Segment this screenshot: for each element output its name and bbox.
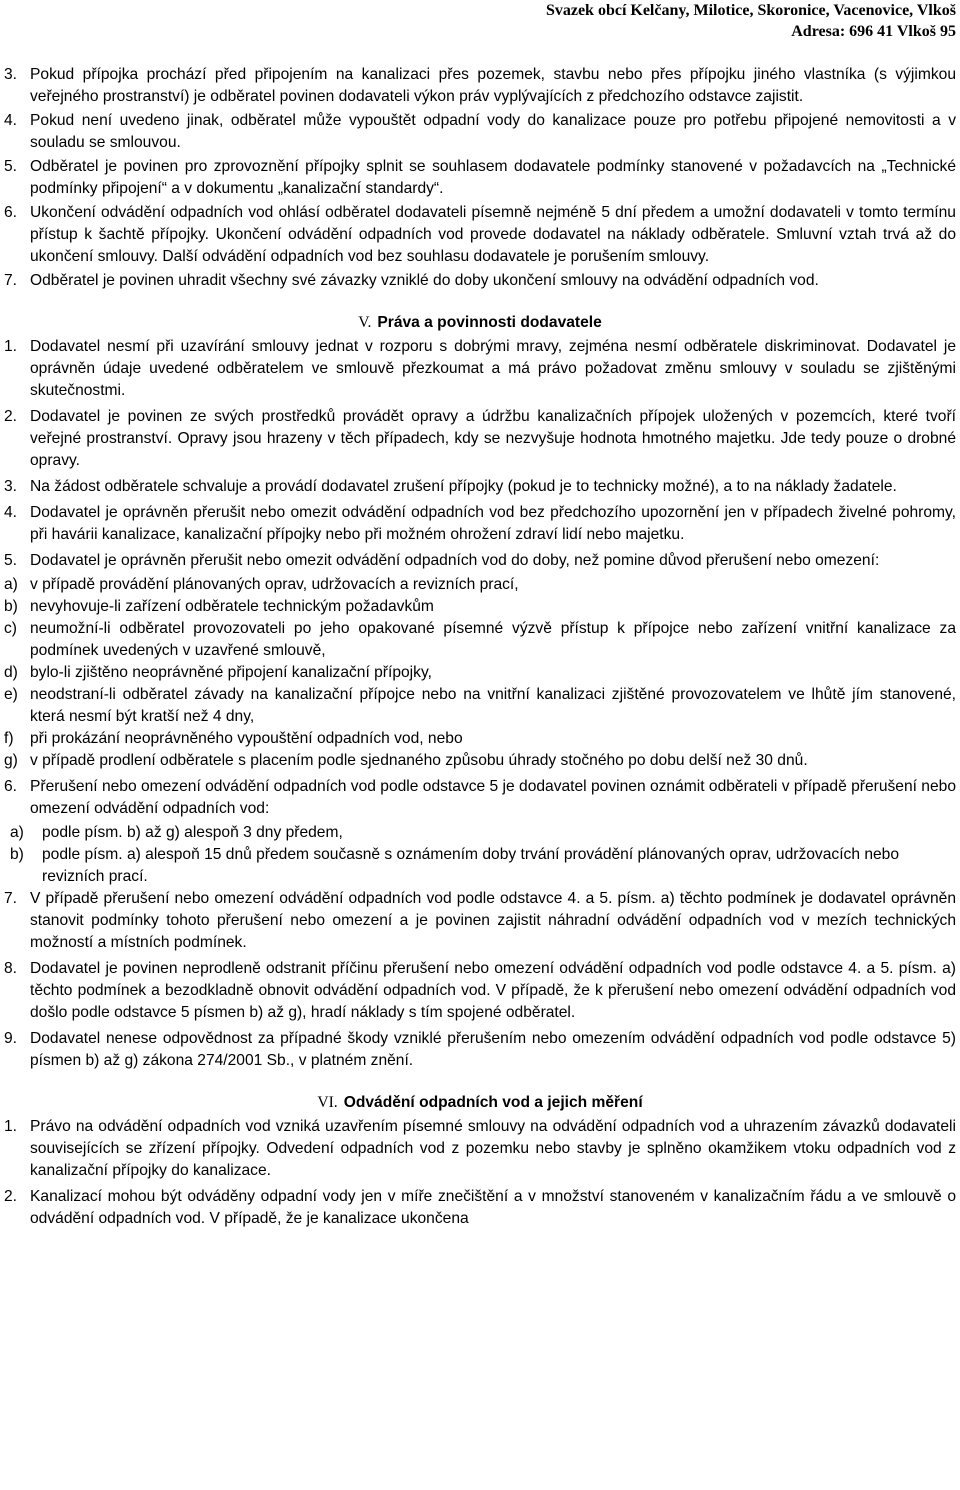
list-item-letter: c) (4, 620, 17, 637)
paragraph-number: 1. (4, 1118, 18, 1135)
list-item (4, 618, 956, 662)
list-item (4, 596, 956, 618)
list-item (4, 844, 956, 888)
list-item (4, 750, 956, 772)
paragraph-text: Na žádost odběratele schvaluje a provádí dodavatel zrušení přípojky (pokud je to technicky možné), a to na náklady žadatele. (30, 478, 897, 495)
list-item (4, 684, 956, 728)
paragraph (4, 776, 956, 820)
paragraph-text: Přerušení nebo omezení odvádění odpadních vod podle odstavce 5 je dodavatel povinen oznámit odběrateli v případě přerušení nebo omezení odvádění odpadních vod: (30, 778, 956, 817)
paragraph-text: Odběratel je povinen uhradit všechny své závazky vzniklé do doby ukončení smlouvy na odvádění odpadních vod. (30, 272, 819, 289)
document-body (4, 64, 956, 1232)
list-item-text: podle písm. a) alespoň 15 dnů předem současně s oznámením doby trvání provádění plánovaných oprav, udržovacích nebo revizních prací. (42, 846, 900, 885)
paragraph-text: Dodavatel nenese odpovědnost za případné škody vzniklé přerušením nebo omezením odvádění odpadních vod podle odstavce 5) písmen b) až g) zákona 274/2001 Sb., v platném znění. (30, 1030, 956, 1069)
list-item-text: neodstraní-li odběratel závady na kanalizační přípojce nebo na vnitřní kanalizaci zjištěné provozovatelem ve lhůtě jím stanovené, která nesmí být kratší než 4 dny, (30, 686, 956, 725)
list-item-text: podle písm. b) až g) alespoň 3 dny předem, (42, 824, 343, 841)
paragraph-text: Dodavatel je oprávněn přerušit nebo omezit odvádění odpadních vod do doby, než pomine důvod přerušení nebo omezení: (30, 552, 880, 569)
paragraph-text: Ukončení odvádění odpadních vod ohlásí odběratel dodavateli písemně nejméně 5 dní předem a umožní dodavateli v tomto termínu přístup k šachtě přípojky. Ukončení odvádění odpadních vod provede dodavatel na náklady odběratele. Smluvní vztah trvá až do ukončení smlouvy. Další odvádění odpadních vod bez souhlasu dodavatele je porušením smlouvy. (30, 204, 956, 265)
list-item-text: v případě provádění plánovaných oprav, udržovacích a revizních prací, (30, 576, 519, 593)
paragraph (4, 888, 956, 954)
paragraph-text: Právo na odvádění odpadních vod vzniká uzavřením písemné smlouvy na odvádění odpadních vod a uhrazením závazků dodavateli souvisejících se zřízení přípojky. Odvedení odpadních vod z pozemku nebo stavby je splněno okamžikem vtoku odpadních vod z kanalizační přípojky do kanalizace. (30, 1118, 956, 1179)
paragraph-number: 3. (4, 66, 18, 83)
section-title: Práva a povinnosti dodavatele (377, 314, 602, 331)
list-item-text: při prokázání neoprávněného vypouštění odpadních vod, nebo (30, 730, 463, 747)
paragraph (4, 1186, 956, 1230)
paragraph-number: 4. (4, 112, 18, 129)
paragraph-text: Pokud přípojka prochází před připojením na kanalizaci přes pozemek, stavbu nebo přes přípojku jiného vlastníka (s výjimkou veřejného prostranství) je odběratel povinen dodavateli výkon práv vyplývajících z předchozího odstavce zajistit. (30, 66, 956, 105)
paragraph-number: 9. (4, 1030, 18, 1047)
list-item-letter: d) (4, 664, 18, 681)
paragraph-number: 2. (4, 1188, 18, 1205)
list-item (4, 574, 956, 596)
list-item-letter: a) (10, 824, 24, 841)
list-item-text: neumožní-li odběratel provozovateli po jeho opakované písemné výzvě přístup k přípojce nebo zařízení vnitřní kanalizace za podmínek uvedených v uzavřené smlouvě, (30, 620, 956, 659)
section-heading (4, 312, 956, 334)
paragraph-text: Dodavatel nesmí při uzavírání smlouvy jednat v rozporu s dobrými mravy, zejména nesmí odběratele diskriminovat. Dodavatel je oprávněn údaje uvedené odběratelem ve smlouvě přezkoumat a má právo požadovat změnu smlouvy v souladu se zjištěnými skutečnostmi. (30, 338, 956, 399)
section-title: Odvádění odpadních vod a jejich měření (343, 1094, 643, 1111)
paragraph (4, 336, 956, 402)
paragraph-text: Dodavatel je oprávněn přerušit nebo omezit odvádění odpadních vod bez předchozího upozornění jen v případech živelné pohromy, při havárii kanalizace, kanalizační přípojky nebo při možném ohrožení zdraví lidí nebo majetku. (30, 504, 956, 543)
paragraph (4, 406, 956, 472)
list-item-letter: a) (4, 576, 18, 593)
paragraph (4, 64, 956, 108)
paragraph-number: 3. (4, 478, 18, 495)
list-item (4, 822, 956, 844)
paragraph-number: 1. (4, 338, 18, 355)
paragraph-number: 7. (4, 272, 18, 289)
list-item-letter: e) (4, 686, 18, 703)
header-organization: Svazek obcí Kelčany, Milotice, Skoronice, Vacenovice, Vlkoš (545, 2, 956, 19)
paragraph-number: 7. (4, 890, 18, 907)
section-number: V. (358, 314, 372, 331)
paragraph-number: 8. (4, 960, 18, 977)
paragraph-text: Pokud není uvedeno jinak, odběratel může vypouštět odpadní vody do kanalizace pouze pro potřebu připojené nemovitosti a v souladu se smlouvou. (30, 112, 956, 151)
paragraph (4, 156, 956, 200)
list-item-text: bylo-li zjištěno neoprávněné připojení kanalizační přípojky, (30, 664, 432, 681)
section-number: VI. (317, 1094, 338, 1111)
paragraph (4, 502, 956, 546)
paragraph (4, 110, 956, 154)
paragraph-number: 6. (4, 778, 18, 795)
list-item-text: nevyhovuje-li zařízení odběratele technickým požadavkům (30, 598, 434, 615)
paragraph-text: Dodavatel je povinen neprodleně odstranit příčinu přerušení nebo omezení odvádění odpadních vod podle odstavce 4. a 5. písm. a) těchto podmínek a bezodkladně obnovit odvádění odpadních vod. V případě, že k přerušení nebo omezení odvádění odpadních vod došlo podle odstavce 5 písmen b) až g), hradí náklady s tím spojené odběratel. (30, 960, 956, 1021)
paragraph-number: 6. (4, 204, 18, 221)
list-item (4, 662, 956, 684)
paragraph (4, 1116, 956, 1182)
paragraph (4, 202, 956, 268)
paragraph-number: 5. (4, 552, 18, 569)
paragraph (4, 958, 956, 1024)
paragraph-text: V případě přerušení nebo omezení odvádění odpadních vod podle odstavce 4. a 5. písm. a) těchto podmínek je dodavatel oprávněn stanovit podmínky tohoto přerušení nebo omezení a je povinen zajistit náhradní odvádění odpadních vod v mezích technických možností a místních podmínek. (30, 890, 956, 951)
paragraph-number: 2. (4, 408, 18, 425)
list-item-letter: f) (4, 730, 14, 747)
list-item (4, 728, 956, 750)
paragraph-text: Dodavatel je povinen ze svých prostředků provádět opravy a údržbu kanalizačních přípojek uložených v pozemcích, které tvoří veřejné prostranství. Opravy jsou hrazeny v těch případech, kdy se nezvyšuje hodnota hmotného majetku. Jde tedy pouze o drobné opravy. (30, 408, 956, 469)
paragraph (4, 550, 956, 572)
list-item-letter: b) (4, 598, 18, 615)
paragraph (4, 476, 956, 498)
document-header (546, 0, 956, 42)
list-item-letter: b) (10, 846, 24, 863)
section-heading (4, 1092, 956, 1114)
header-address: Adresa: 696 41 Vlkoš 95 (791, 23, 956, 40)
paragraph-text: Odběratel je povinen pro zprovoznění přípojky splnit se souhlasem dodavatele podmínky stanovené v požadavcích na „Technické podmínky připojení“ a v dokumentu „kanalizační standardy“. (30, 158, 956, 197)
paragraph-number: 5. (4, 158, 18, 175)
list-item-text: v případě prodlení odběratele s placením podle sjednaného způsobu úhrady stočného po dobu delší než 30 dnů. (30, 752, 808, 769)
paragraph (4, 1028, 956, 1072)
paragraph-text: Kanalizací mohou být odváděny odpadní vody jen v míře znečištění a v množství stanoveném v kanalizačním řádu a ve smlouvě o odvádění odpadních vod. V případě, že je kanalizace ukončena (30, 1188, 956, 1227)
paragraph (4, 270, 956, 292)
list-item-letter: g) (4, 752, 18, 769)
paragraph-number: 4. (4, 504, 18, 521)
